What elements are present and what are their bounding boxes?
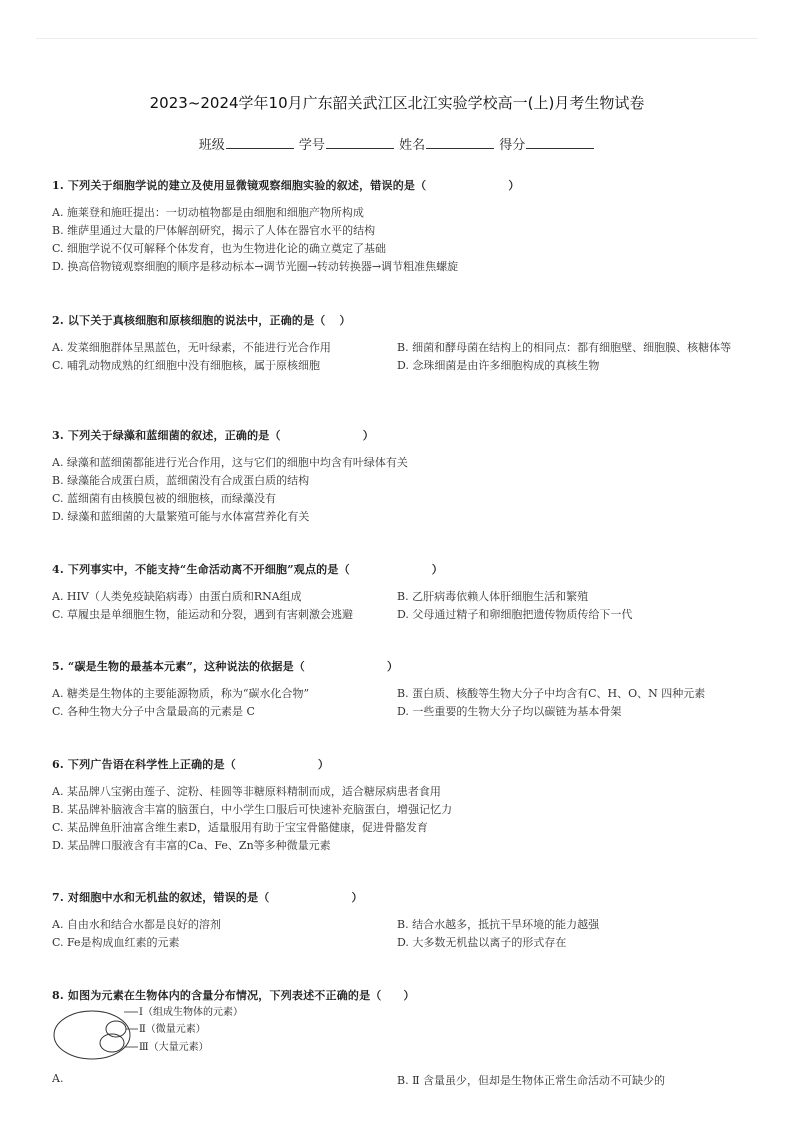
option-b: B. 蛋白质、核酸等生物大分子中均含有C、H、O、N 四种元素 [397, 687, 706, 700]
option-a: A. 自由水和结合水都是良好的溶剂 [52, 918, 221, 931]
option-list [52, 916, 742, 952]
student-info-line [0, 134, 794, 153]
question-2 [52, 313, 742, 375]
option-list [52, 588, 742, 624]
question-4 [52, 562, 742, 624]
option-d: D. 大多数无机盐以离子的形式存在 [397, 936, 567, 949]
question-stem: 8. 如图为元素在生物体内的含量分布情况，下列表述不正确的是（ ） [52, 989, 415, 1002]
question-stem: 2. 以下关于真核细胞和原核细胞的说法中，正确的是（ ） [52, 314, 351, 327]
option-list [52, 454, 742, 526]
option-c: C. 某品牌鱼肝油富含维生素D，适量服用有助于宝宝骨骼健康，促进骨骼发育 [52, 821, 428, 834]
number-label: 学号 [298, 138, 325, 153]
question-1 [52, 178, 742, 276]
question-7 [52, 890, 742, 952]
option-a: A. [52, 1072, 64, 1085]
option-d: D. 一些重要的生物大分子均以碳链为基本骨架 [397, 705, 622, 718]
question-stem: 7. 对细胞中水和无机盐的叙述，错误的是（ ） [52, 891, 363, 904]
diagram-label-1: Ⅰ（组成生物体的元素） [139, 1007, 243, 1018]
option-c: C. 哺乳动物成熟的红细胞中没有细胞核，属于原核细胞 [52, 359, 321, 372]
class-label: 班级 [198, 138, 225, 153]
option-d: D. 念珠细菌是由许多细胞构成的真核生物 [397, 359, 600, 372]
option-c: C. 各种生物大分子中含量最高的元素是 C [52, 705, 255, 718]
option-list [52, 204, 742, 276]
option-d: D. 某品牌口服液含有丰富的Ca、Fe、Zn等多种微量元素 [52, 839, 331, 852]
option-c: C. 草履虫是单细胞生物，能运动和分裂，遇到有害刺激会逃避 [52, 608, 354, 621]
option-a: A. 某品牌八宝粥由莲子、淀粉、桂圆等非糖原料精制而成，适合糖尿病患者食用 [52, 785, 441, 798]
question-8-options [52, 1072, 742, 1088]
option-b: B. 乙肝病毒依赖人体肝细胞生活和繁殖 [397, 590, 589, 603]
question-5 [52, 659, 742, 721]
question-stem: 3. 下列关于绿藻和蓝细菌的叙述，正确的是（ ） [52, 429, 374, 442]
option-b: B. 某品牌补脑液含丰富的脑蛋白，中小学生口服后可快速补充脑蛋白，增强记忆力 [52, 803, 453, 816]
question-stem: 6. 下列广告语在科学性上正确的是（ ） [52, 758, 330, 771]
option-c: C. 细胞学说不仅可解释个体发育，也为生物进化论的确立奠定了基础 [52, 242, 387, 255]
question-stem: 4. 下列事实中，不能支持“生命活动离不开细胞”观点的是（ ） [52, 563, 443, 576]
option-list [52, 339, 742, 375]
option-b: B. 细菌和酵母菌在结构上的相同点：都有细胞壁、细胞膜、核糖体等 [397, 341, 732, 354]
option-d: D. 父母通过精子和卵细胞把遗传物质传给下一代 [397, 608, 633, 621]
question-6 [52, 757, 742, 855]
name-blank[interactable] [426, 136, 494, 149]
diagram-label-3: Ⅲ（大量元素） [139, 1042, 209, 1053]
option-c: C. Fe是构成血红素的元素 [52, 936, 180, 949]
option-list [52, 783, 742, 855]
diagram-label-2: Ⅱ（微量元素） [139, 1024, 206, 1035]
page-title: 2023~2024学年10月广东韶关武江区北江实验学校高一(上)月考生物试卷 [149, 94, 645, 112]
name-label: 姓名 [399, 138, 426, 153]
question-8 [52, 988, 742, 1004]
option-d: D. 换高倍物镜观察细胞的顺序是移动标本→调节光圈→转动转换器→调节粗准焦螺旋 [52, 260, 459, 273]
class-blank[interactable] [226, 136, 294, 149]
element-content-diagram [52, 1004, 272, 1064]
option-a: A. 施莱登和施旺提出：一切动植物都是由细胞和细胞产物所构成 [52, 206, 364, 219]
question-stem: 5. “碳是生物的最基本元素”，这种说法的依据是（ ） [52, 660, 399, 673]
option-list [52, 685, 742, 721]
option-a: A. 绿藻和蓝细菌都能进行光合作用，这与它们的细胞中均含有叶绿体有关 [52, 456, 408, 469]
option-a: A. 糖类是生物体的主要能源物质，称为“碳水化合物” [52, 687, 310, 700]
number-blank[interactable] [326, 136, 394, 149]
score-blank[interactable] [526, 136, 594, 149]
option-b: B. Ⅱ 含量虽少，但却是生物体正常生命活动不可缺少的 [397, 1074, 666, 1087]
option-b: B. 结合水越多，抵抗干旱环境的能力越强 [397, 918, 600, 931]
option-d: D. 绿藻和蓝细菌的大量繁殖可能与水体富营养化有关 [52, 510, 310, 523]
option-a: A. HIV（人类免疫缺陷病毒）由蛋白质和RNA组成 [52, 590, 302, 603]
option-b: B. 绿藻能合成蛋白质，蓝细菌没有合成蛋白质的结构 [52, 474, 310, 487]
option-a: A. 发菜细胞群体呈黑蓝色，无叶绿素，不能进行光合作用 [52, 341, 331, 354]
option-c: C. 蓝细菌有由核膜包被的细胞核，而绿藻没有 [52, 492, 277, 505]
option-b: B. 维萨里通过大量的尸体解剖研究，揭示了人体在器官水平的结构 [52, 224, 376, 237]
header-divider [36, 38, 758, 39]
question-3 [52, 428, 742, 526]
score-label: 得分 [499, 138, 526, 153]
question-stem: 1. 下列关于细胞学说的建立及使用显微镜观察细胞实验的叙述，错误的是（ ） [52, 179, 520, 192]
